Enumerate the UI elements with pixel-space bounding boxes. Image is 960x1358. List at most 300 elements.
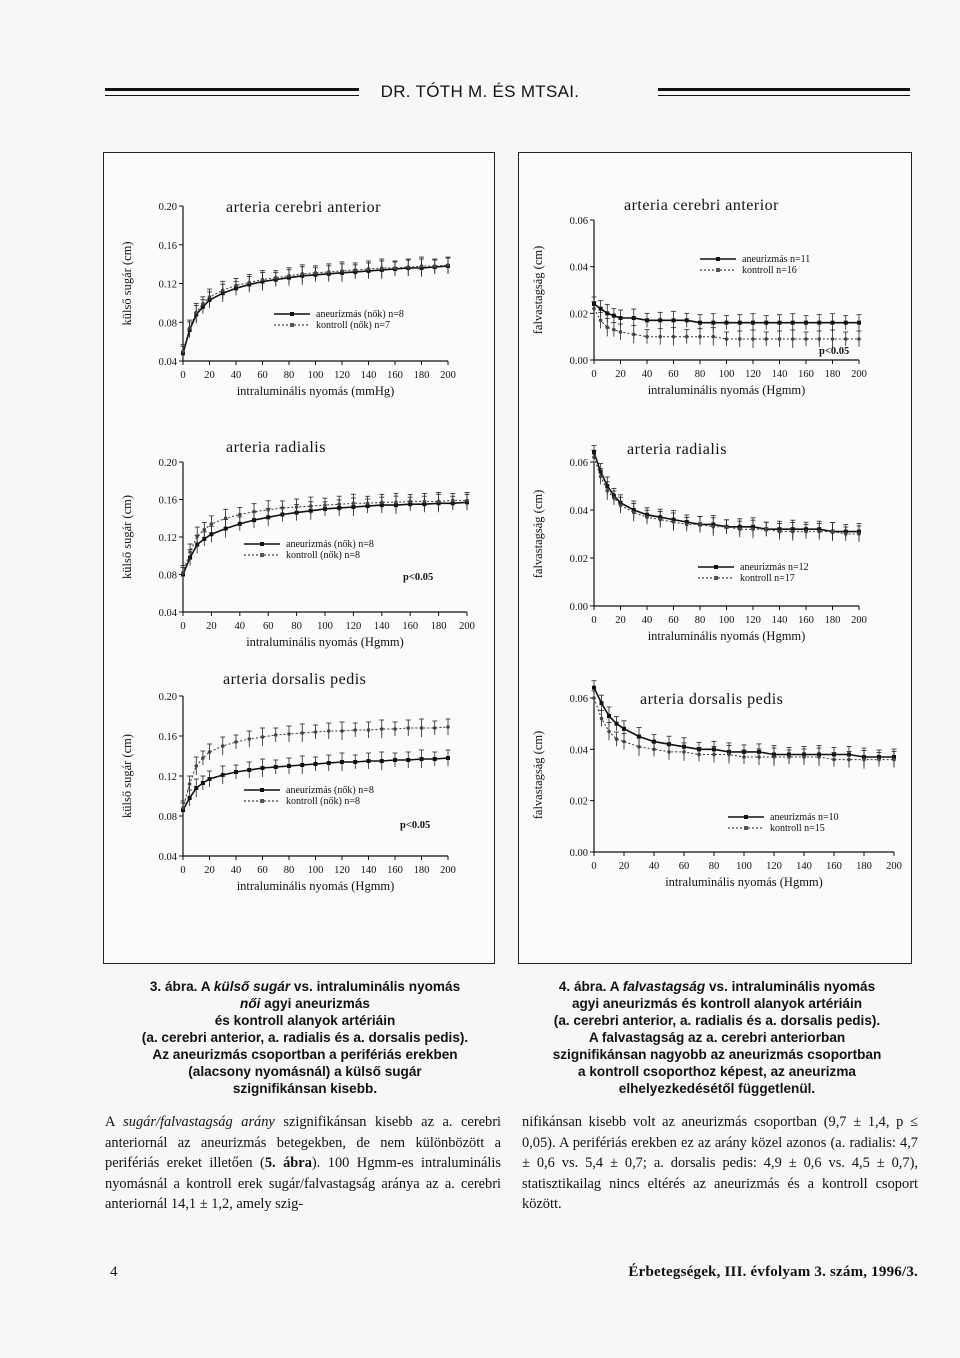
- chart-right-mid: [522, 432, 906, 654]
- data-point: [645, 318, 649, 322]
- caption-emphasis: falvastagság: [622, 979, 706, 994]
- legend-marker: [744, 826, 748, 830]
- data-point: [188, 326, 192, 330]
- x-tick-label: 0: [180, 370, 186, 381]
- y-tick-label: 0.06: [569, 216, 588, 227]
- data-point: [309, 504, 313, 508]
- data-point: [764, 321, 768, 325]
- data-point: [195, 534, 199, 538]
- data-point: [314, 762, 318, 766]
- data-point: [437, 500, 441, 504]
- y-tick-label: 0.16: [158, 495, 177, 507]
- caption-text: vs. intraluminális nyomás: [705, 979, 876, 994]
- x-tick-label: 180: [413, 370, 430, 381]
- legend-label: kontroll n=17: [740, 573, 795, 584]
- data-point: [188, 550, 192, 554]
- data-point: [607, 730, 611, 734]
- data-point: [327, 270, 331, 274]
- y-tick-label: 0.12: [158, 533, 177, 544]
- data-point: [261, 735, 265, 739]
- legend-label: kontroll n=15: [770, 823, 825, 834]
- y-tick-label: 0.20: [158, 202, 177, 213]
- data-point: [221, 744, 225, 748]
- data-point: [787, 755, 791, 759]
- data-point: [353, 268, 357, 272]
- data-point: [337, 502, 341, 506]
- data-point: [778, 530, 782, 534]
- data-point: [862, 758, 866, 762]
- caption-line: szignifikánsan kisebb.: [232, 1081, 378, 1096]
- data-point: [287, 732, 291, 736]
- legend-marker: [714, 565, 718, 569]
- data-point: [367, 759, 371, 763]
- data-point: [238, 522, 242, 526]
- data-point: [261, 766, 265, 770]
- y-tick-label: 0.04: [158, 608, 177, 619]
- caption-text: agyi aneurizmás: [260, 996, 370, 1011]
- data-point: [658, 318, 662, 322]
- data-point: [592, 686, 596, 690]
- data-point: [366, 501, 370, 505]
- x-tick-label: 60: [257, 865, 268, 876]
- data-point: [367, 267, 371, 271]
- x-axis-label: intraluminális nyomás (Hgmm): [236, 879, 395, 893]
- running-title: DR. TÓTH M. ÉS MTSAI.: [380, 82, 580, 101]
- x-tick-label: 60: [262, 621, 274, 632]
- data-point: [261, 278, 265, 282]
- data-point: [764, 337, 768, 341]
- data-point: [300, 763, 304, 767]
- figure-reference: 5. ábra: [264, 1155, 312, 1172]
- data-point: [698, 321, 702, 325]
- x-tick-label: 180: [413, 865, 430, 876]
- x-tick-label: 80: [283, 370, 295, 381]
- data-point: [446, 756, 450, 760]
- legend-label: aneurizmás (nők) n=8: [316, 309, 404, 320]
- legend-label: kontroll (nők) n=8: [286, 550, 360, 561]
- data-point: [697, 753, 701, 757]
- y-tick-label: 0.02: [569, 554, 588, 565]
- data-point: [433, 726, 437, 730]
- data-point: [314, 730, 318, 734]
- data-point: [751, 337, 755, 341]
- caption-line: A falvastagság az a. cerebri anteriorban: [588, 1030, 846, 1045]
- x-axis-label: intraluminális nyomás (Hgmm): [647, 629, 806, 643]
- data-point: [844, 337, 848, 341]
- data-point: [619, 330, 623, 334]
- data-point: [446, 263, 450, 267]
- data-point: [751, 321, 755, 325]
- data-point: [300, 731, 304, 735]
- x-tick-label: 20: [615, 615, 626, 626]
- data-point: [742, 755, 746, 759]
- data-point: [615, 737, 619, 741]
- legend-marker: [260, 553, 264, 557]
- data-point: [394, 501, 398, 505]
- data-point: [201, 756, 205, 760]
- data-point: [832, 758, 836, 762]
- legend-label: kontroll (nők) n=7: [316, 320, 390, 331]
- data-point: [203, 528, 207, 532]
- data-point: [632, 333, 636, 337]
- data-point: [599, 307, 603, 311]
- data-point: [685, 318, 689, 322]
- y-tick-label: 0.16: [158, 732, 177, 743]
- x-tick-label: 180: [856, 861, 872, 872]
- y-tick-label: 0.04: [569, 262, 588, 274]
- data-point: [738, 321, 742, 325]
- data-point: [764, 527, 768, 531]
- data-point: [406, 758, 410, 762]
- y-tick-label: 0.00: [569, 602, 588, 613]
- data-point: [181, 806, 185, 810]
- chart-left-mid: [108, 432, 488, 654]
- caption-line: és kontroll alanyok artériáin: [214, 1013, 396, 1028]
- x-tick-label: 100: [718, 615, 735, 626]
- data-point: [817, 755, 821, 759]
- data-point: [877, 758, 881, 762]
- data-point: [831, 321, 835, 325]
- data-point: [380, 727, 384, 731]
- body-text-left: [105, 1112, 501, 1215]
- data-point: [420, 264, 424, 268]
- data-point: [300, 272, 304, 276]
- data-point: [757, 755, 761, 759]
- data-point: [804, 321, 808, 325]
- caption-line: [520, 978, 914, 995]
- data-point: [287, 764, 291, 768]
- x-tick-label: 140: [796, 861, 812, 872]
- caption-line: (alacsony nyomásnál) a külső sugár: [188, 1064, 422, 1079]
- y-tick-label: 0.06: [569, 694, 588, 705]
- data-point: [612, 314, 616, 318]
- x-tick-label: 100: [736, 861, 752, 872]
- x-tick-label: 0: [180, 621, 186, 632]
- data-point: [599, 319, 603, 323]
- chart-title: arteria dorsalis pedis: [640, 691, 784, 708]
- chart-left-top: [108, 192, 488, 404]
- data-point: [599, 475, 603, 479]
- data-point: [287, 274, 291, 278]
- data-point: [340, 760, 344, 764]
- data-point: [727, 753, 731, 757]
- x-tick-label: 200: [459, 621, 475, 632]
- data-point: [751, 527, 755, 531]
- body-text-right: [522, 1112, 918, 1215]
- data-point: [607, 714, 611, 718]
- y-tick-label: 0.00: [569, 356, 588, 367]
- y-tick-label: 0.12: [158, 279, 177, 291]
- x-tick-label: 0: [591, 861, 597, 872]
- body-text-span: ). 100 Hgmm-es intraluminális nyomásnál a kontroll erek sugár/falvastagság aránya az a. cerebri anteriornál 14,1 ± 1,2, amely szig-: [105, 1155, 501, 1213]
- x-axis-label: intraluminális nyomás (Hgmm): [246, 635, 404, 649]
- y-tick-label: 0.00: [569, 848, 588, 859]
- caption-text: vs. intraluminális nyomás: [290, 979, 461, 994]
- data-point: [408, 500, 412, 504]
- legend-label: aneurizmás n=11: [742, 254, 811, 265]
- data-point: [592, 696, 596, 700]
- x-axis-label: intraluminális nyomás (mmHg): [236, 384, 395, 398]
- data-point: [188, 796, 192, 800]
- y-tick-label: 0.08: [158, 812, 177, 823]
- x-tick-label: 120: [745, 369, 761, 380]
- chart-annotation: p<0.05: [400, 820, 431, 831]
- data-point: [892, 758, 896, 762]
- data-point: [433, 264, 437, 268]
- x-tick-label: 160: [798, 615, 814, 626]
- y-tick-label: 0.04: [569, 506, 588, 517]
- data-point: [380, 266, 384, 270]
- x-tick-label: 120: [334, 370, 350, 381]
- x-tick-label: 60: [668, 615, 679, 626]
- data-point: [778, 337, 782, 341]
- data-point: [612, 496, 616, 500]
- data-point: [622, 727, 626, 731]
- data-point: [857, 532, 861, 536]
- data-point: [711, 335, 715, 339]
- data-point: [327, 729, 331, 733]
- data-point: [266, 508, 270, 512]
- data-point: [778, 321, 782, 325]
- legend-label: kontroll (nők) n=8: [286, 796, 360, 807]
- data-point: [698, 335, 702, 339]
- data-point: [181, 350, 185, 354]
- legend-marker: [716, 268, 720, 272]
- legend-label: kontroll n=16: [742, 265, 797, 276]
- data-point: [682, 750, 686, 754]
- x-tick-label: 100: [307, 370, 324, 381]
- data-point: [685, 335, 689, 339]
- chart-title: arteria dorsalis pedis: [223, 671, 367, 688]
- data-point: [600, 701, 604, 705]
- data-point: [622, 740, 626, 744]
- data-point: [844, 532, 848, 536]
- data-point: [433, 757, 437, 761]
- data-point: [327, 761, 331, 765]
- caption-line: Az aneurizmás csoportban a perifériás erekben: [152, 1047, 458, 1062]
- caption-number: 4. ábra.: [558, 979, 607, 994]
- chart-right-bottom: [522, 678, 906, 900]
- x-tick-label: 160: [387, 370, 403, 381]
- data-point: [847, 758, 851, 762]
- data-point: [238, 513, 242, 517]
- y-tick-label: 0.08: [158, 318, 177, 330]
- data-point: [188, 782, 192, 786]
- data-point: [340, 729, 344, 733]
- caption-number: 3. ábra.: [149, 979, 198, 994]
- y-axis-label: falvastagság (cm): [531, 489, 545, 579]
- caption-line: szignifikánsan nagyobb az aneurizmás csoportban: [552, 1047, 882, 1062]
- x-tick-label: 40: [641, 615, 653, 626]
- x-tick-label: 20: [206, 621, 217, 632]
- data-point: [224, 516, 228, 520]
- data-point: [274, 765, 278, 769]
- data-point: [420, 757, 424, 761]
- y-tick-label: 0.04: [158, 357, 177, 368]
- chart-title: arteria cerebri anterior: [226, 199, 382, 216]
- data-point: [738, 527, 742, 531]
- x-tick-label: 80: [694, 369, 706, 380]
- x-tick-label: 140: [360, 865, 377, 876]
- data-point: [592, 307, 596, 311]
- caption-line: (a. cerebri anterior, a. radialis és a. dorsalis pedis).: [141, 1030, 469, 1045]
- data-point: [221, 288, 225, 292]
- chart-title: arteria radialis: [226, 439, 326, 456]
- data-point: [406, 726, 410, 730]
- y-tick-label: 0.04: [569, 745, 588, 757]
- figure-3-caption: [108, 978, 502, 1097]
- y-tick-label: 0.06: [569, 458, 588, 469]
- legend-marker: [260, 788, 264, 792]
- data-point: [201, 781, 205, 785]
- data-point: [393, 727, 397, 731]
- data-point: [323, 503, 327, 507]
- legend-marker: [744, 815, 748, 819]
- legend-marker: [290, 323, 294, 327]
- x-tick-label: 80: [694, 615, 706, 626]
- data-point: [685, 523, 689, 527]
- y-tick-label: 0.04: [158, 852, 177, 863]
- x-tick-label: 20: [204, 370, 215, 381]
- data-point: [645, 515, 649, 519]
- x-tick-label: 20: [615, 369, 626, 380]
- x-tick-label: 160: [387, 865, 403, 876]
- data-point: [234, 770, 238, 774]
- x-tick-label: 0: [591, 615, 597, 626]
- data-point: [314, 271, 318, 275]
- x-tick-label: 200: [851, 615, 867, 626]
- caption-text: A: [609, 979, 623, 994]
- x-axis-label: intraluminális nyomás (Hgmm): [665, 875, 823, 889]
- data-point: [592, 455, 596, 459]
- data-point: [612, 328, 616, 332]
- x-tick-label: 120: [334, 865, 350, 876]
- data-point: [209, 532, 213, 536]
- legend-label: aneurizmás n=10: [770, 812, 839, 823]
- legend-marker: [716, 257, 720, 261]
- y-tick-label: 0.08: [158, 570, 177, 582]
- data-point: [247, 768, 251, 772]
- x-tick-label: 160: [826, 861, 842, 872]
- chart-annotation: p<0.05: [403, 572, 434, 583]
- data-point: [194, 764, 198, 768]
- x-tick-label: 140: [771, 615, 788, 626]
- data-point: [393, 758, 397, 762]
- data-point: [605, 311, 609, 315]
- x-tick-label: 80: [283, 865, 295, 876]
- data-point: [857, 337, 861, 341]
- x-tick-label: 120: [766, 861, 782, 872]
- page-number: 4: [110, 1264, 118, 1280]
- caption-emphasis: külső sugár: [213, 979, 291, 994]
- x-tick-label: 100: [307, 865, 324, 876]
- data-point: [600, 717, 604, 721]
- data-point: [352, 501, 356, 505]
- y-axis-label: falvastagság (cm): [531, 245, 545, 335]
- journal-footer: Érbetegségek, III. évfolyam 3. szám, 1996/3.: [628, 1264, 918, 1280]
- data-point: [201, 302, 205, 306]
- caption-line: [108, 978, 502, 995]
- x-tick-label: 80: [708, 861, 720, 872]
- data-point: [712, 753, 716, 757]
- y-tick-label: 0.12: [158, 772, 177, 783]
- x-tick-label: 140: [360, 370, 377, 381]
- data-point: [340, 269, 344, 273]
- x-tick-label: 20: [618, 861, 630, 872]
- data-point: [831, 530, 835, 534]
- data-point: [605, 489, 609, 493]
- x-tick-label: 120: [345, 621, 362, 632]
- legend-marker: [290, 312, 294, 316]
- data-point: [451, 499, 455, 503]
- data-point: [247, 737, 251, 741]
- data-point: [420, 726, 424, 730]
- data-point: [672, 318, 676, 322]
- legend-marker: [714, 576, 718, 580]
- data-point: [465, 499, 469, 503]
- data-point: [791, 321, 795, 325]
- data-point: [698, 523, 702, 527]
- data-point: [804, 530, 808, 534]
- x-tick-label: 40: [230, 865, 242, 876]
- data-point: [725, 525, 729, 529]
- data-point: [658, 518, 662, 522]
- data-point: [353, 760, 357, 764]
- y-axis-label: falvastagság (cm): [531, 730, 545, 820]
- data-point: [202, 537, 206, 541]
- data-point: [802, 755, 806, 759]
- data-point: [637, 745, 641, 749]
- chart-annotation: p<0.05: [819, 346, 850, 357]
- x-tick-label: 40: [234, 621, 246, 632]
- data-point: [791, 337, 795, 341]
- x-tick-label: 140: [771, 369, 788, 380]
- data-point: [725, 337, 729, 341]
- y-tick-label: 0.02: [569, 796, 588, 808]
- x-tick-label: 200: [886, 861, 902, 872]
- data-point: [208, 295, 212, 299]
- legend-label: aneurizmás (nők) n=8: [286, 785, 374, 796]
- data-point: [791, 530, 795, 534]
- x-tick-label: 60: [257, 370, 268, 381]
- legend-marker: [260, 542, 264, 546]
- caption-emphasis: női: [240, 996, 261, 1011]
- chart-left-bottom: [108, 668, 488, 896]
- data-point: [252, 510, 256, 514]
- y-axis-label: külső sugár (cm): [120, 733, 134, 819]
- chart-right-top: [522, 192, 906, 404]
- chart-title: arteria cerebri anterior: [624, 197, 780, 214]
- data-point: [367, 728, 371, 732]
- x-tick-label: 180: [824, 369, 841, 380]
- data-point: [817, 321, 821, 325]
- data-point: [844, 321, 848, 325]
- data-point: [234, 284, 238, 288]
- data-point: [619, 316, 623, 320]
- caption-line: elhelyezkedésétől függetlenül.: [618, 1081, 816, 1096]
- data-point: [632, 511, 636, 515]
- data-point: [658, 335, 662, 339]
- data-point: [234, 740, 238, 744]
- x-tick-label: 160: [798, 369, 814, 380]
- chart-title: arteria radialis: [627, 441, 727, 458]
- data-point: [711, 321, 715, 325]
- data-point: [652, 748, 656, 752]
- data-point: [393, 266, 397, 270]
- data-point: [274, 733, 278, 737]
- y-tick-label: 0.16: [158, 240, 177, 252]
- data-point: [353, 728, 357, 732]
